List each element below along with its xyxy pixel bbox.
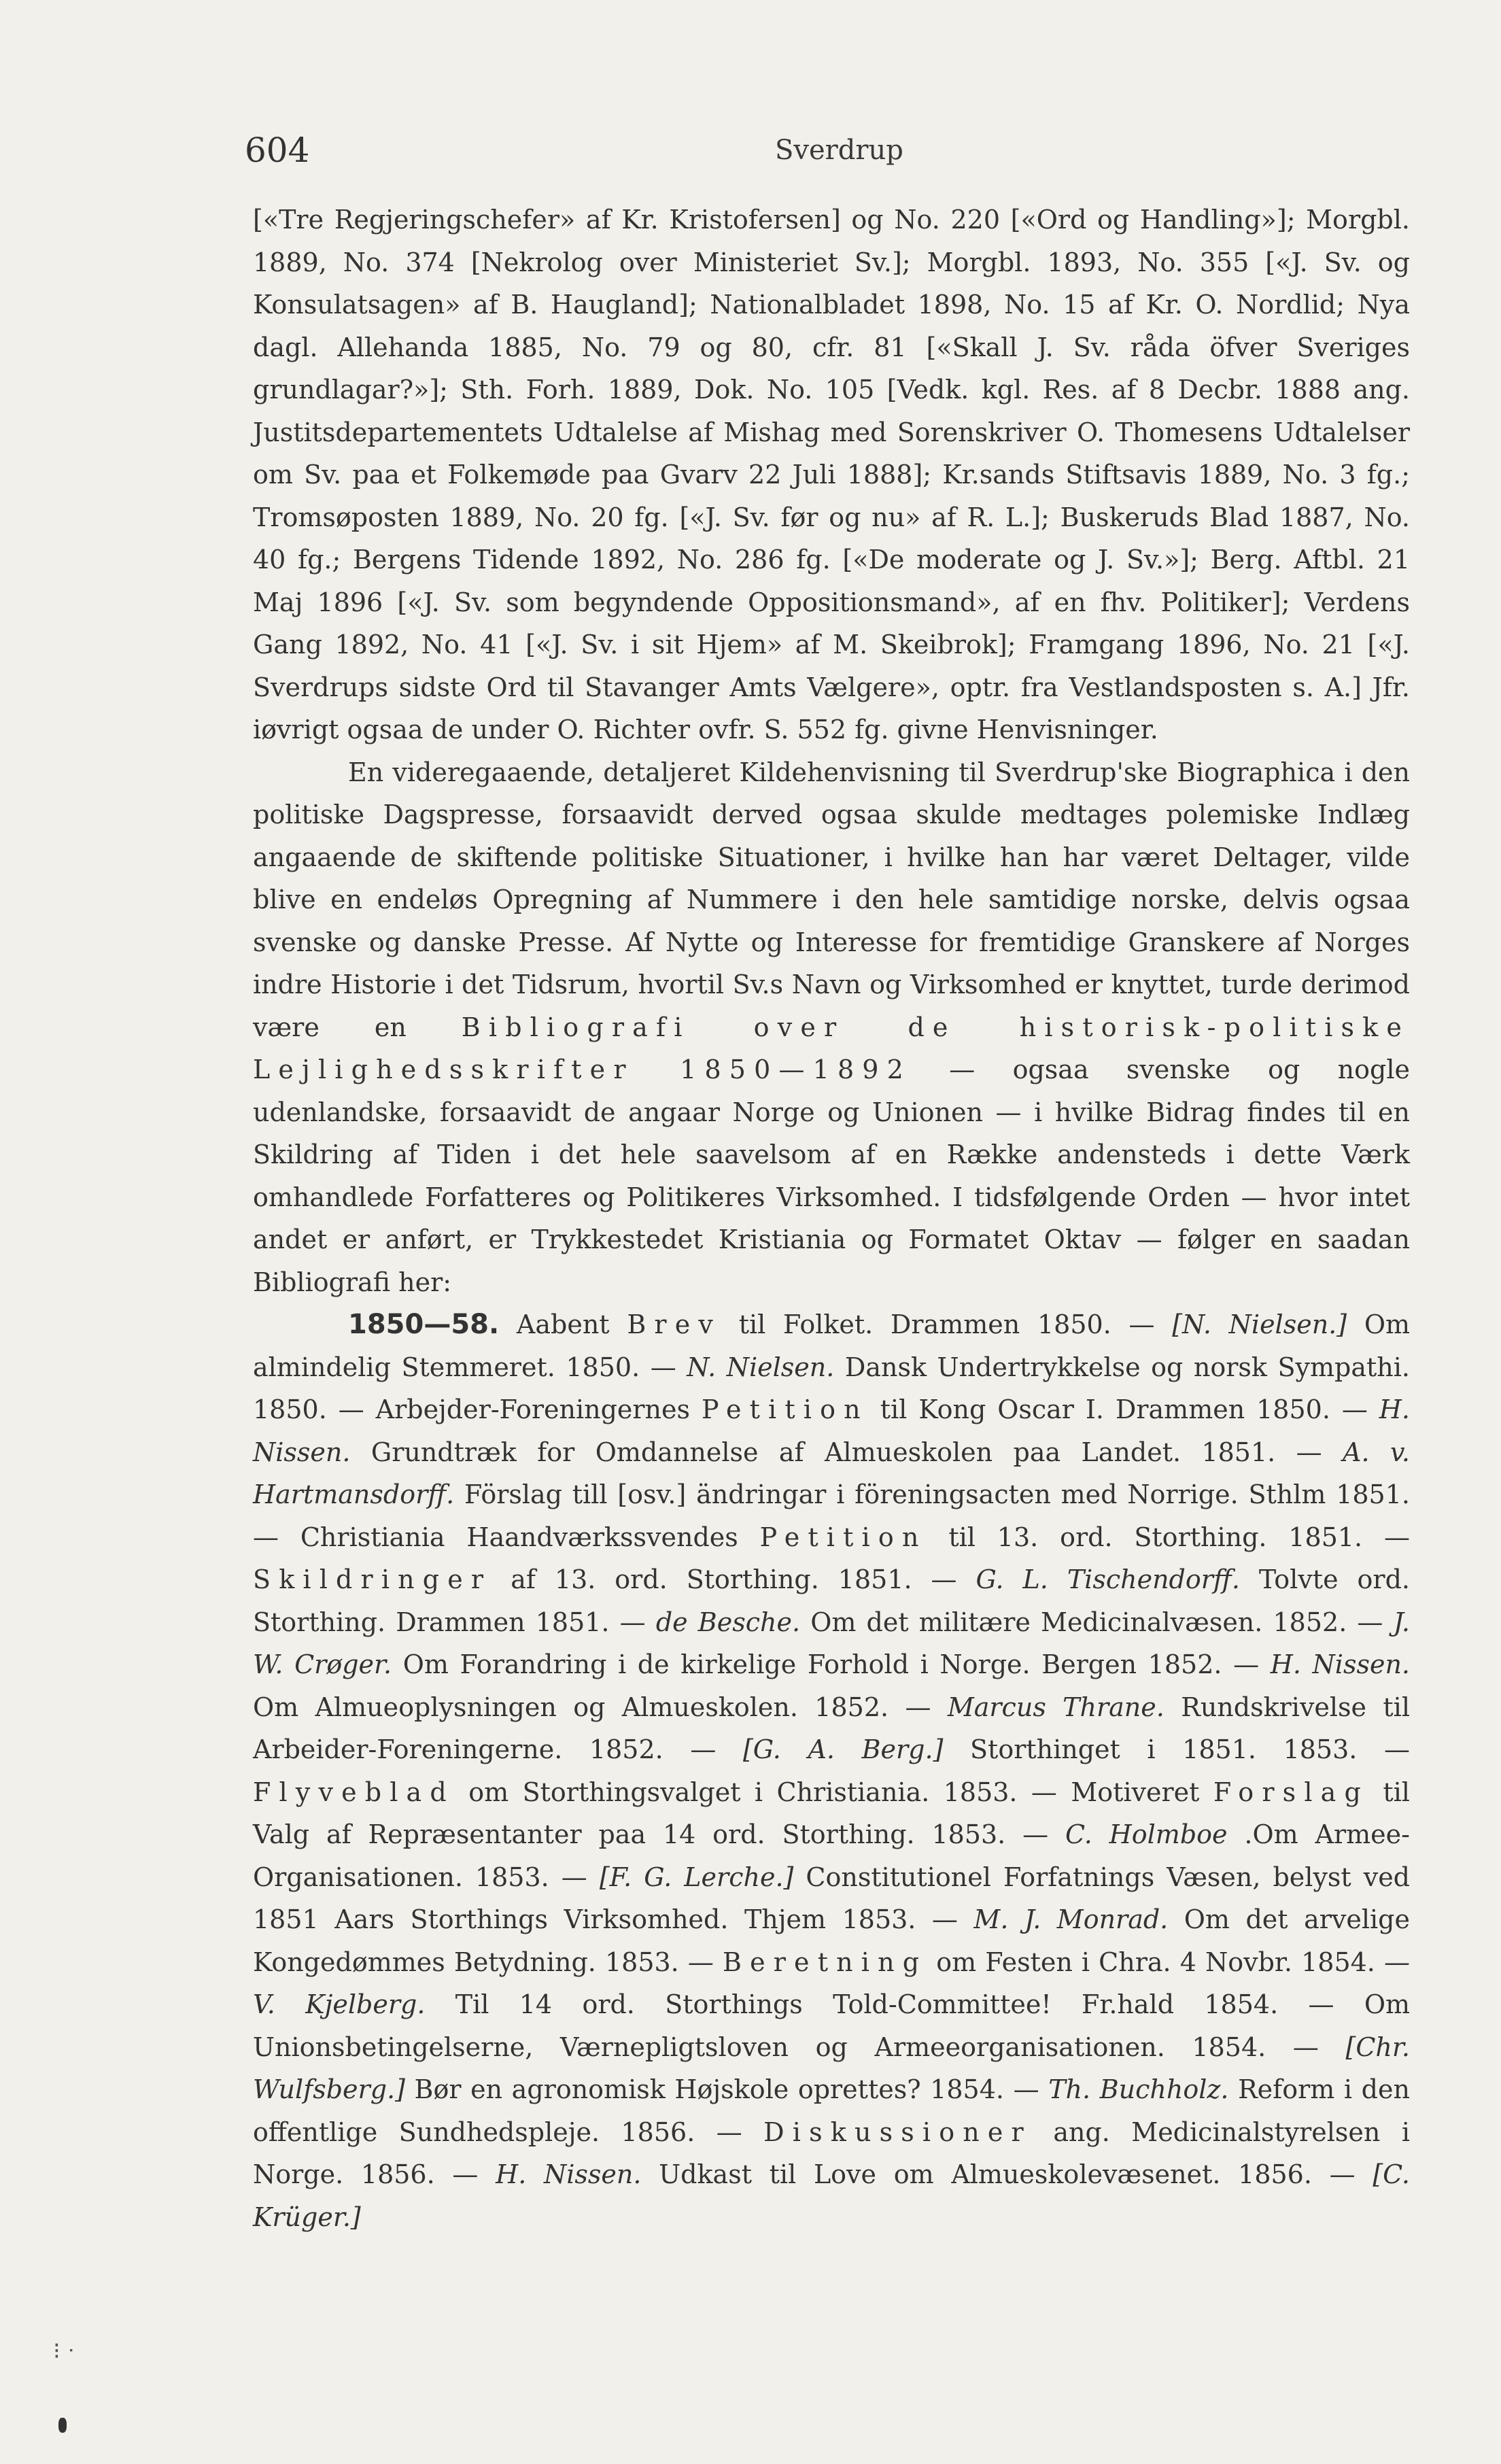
bib-segment: Reform i den offentlige Sundhedspleje. 1856. — [253, 2074, 1410, 2147]
bib-author: [F. G. Lerche.] [599, 1862, 794, 1892]
bib-segment: af 13. ord. Storthing. 1851. — [511, 1564, 957, 1594]
bib-segment: Storthinget i 1851. 1853. — [970, 1734, 1410, 1764]
bib-segment: Constitutionel Forfatnings Væsen, belyst ved 1851 Aars Storthings Virksomhed. Thjem 1853. — [253, 1862, 1411, 1934]
bib-author: [N. Nielsen.] [1172, 1310, 1347, 1339]
bib-author: J. W. Crøger. [253, 1607, 1410, 1679]
bib-segment: Grundtræk for Omdannelse af Almueskolen paa Landet. 1851. — [370, 1437, 1322, 1467]
bib-author: C. Holmboe [1065, 1819, 1228, 1849]
bib-author: N. Nielsen. [687, 1352, 835, 1382]
bib-author: H. Nissen. [1270, 1649, 1410, 1679]
bib-segment: til Kong Oscar I. Drammen 1850. — [880, 1394, 1368, 1424]
bib-author: M. J. Monrad. [973, 1904, 1169, 1934]
bib-segment: til 13. ord. Storthing. 1851. — [948, 1522, 1410, 1552]
bib-segment: Om Forandring i de kirkelige Forhold i Norge. Bergen 1852. — [402, 1649, 1260, 1679]
bib-segment-spaced: Brev [627, 1310, 721, 1339]
bib-segment: om Storthingsvalget i Christiania. 1853. — Motiveret [468, 1777, 1200, 1807]
bib-segment-spaced: Flyveblad [253, 1777, 455, 1807]
bib-segment: Om det militære Medicinalvæsen. 1852. — [810, 1607, 1383, 1637]
intro-text-c: — ogsaa svenske og nogle udenlandske, forsaavidt de angaar Norge og Unionen — i hvilke Bidrag findes til en Skildring af Tiden i det hele saavelsom af en Række andensteds i dette Værk omhandlede Forfatteres og Politikeres Virksomhed. I tidsfølgende Orden — hvor intet andet er anført, er Trykkestedet Kristiania og Formatet Oktav — følger en saadan Bibliografi her: [253, 1055, 1410, 1297]
bib-author: H. Nissen. [253, 1394, 1410, 1467]
intro-spaced-title: Bibliografi over de historisk-politiske Lejlighedsskrifter 1850—1892 [253, 1012, 1410, 1084]
intro-paragraph [253, 751, 1410, 1304]
bib-segment: Om Almueoplysningen og Almueskolen. 1852. — [253, 1692, 931, 1722]
running-head: Sverdrup [775, 135, 903, 166]
bib-author: de Besche. [655, 1607, 801, 1637]
bib-author: V. Kjelberg. [253, 1989, 426, 2019]
bib-segment: Udkast til Love om Almueskolevæsenet. 1856. — [659, 2159, 1356, 2189]
bib-segment-spaced: Forslag [1213, 1777, 1369, 1807]
bib-author: Th. Buchholz. [1048, 2074, 1229, 2104]
year-heading: 1850—58. [348, 1309, 500, 1340]
bib-segment: til Folket. Drammen 1850. — [738, 1310, 1155, 1339]
bib-segment: Bør en agronomisk Højskole oprettes? 1854. — [414, 2074, 1039, 2104]
bib-segment-spaced: Petition [701, 1394, 869, 1424]
bib-segment: Rundskrivelse til Arbeider-Foreningerne. 1852. — [253, 1692, 1410, 1764]
bib-segment: ang. Medicinalstyrelsen i Norge. 1856. — [253, 2117, 1410, 2189]
bib-author: H. Nissen. [496, 2159, 642, 2189]
bib-segment: Dansk Undertrykkelse og norsk Sympathi. 1850. — Arbejder-Foreningernes [253, 1352, 1410, 1424]
bib-segment: .Om Armee-Organisationen. 1853. — [253, 1819, 1410, 1892]
bib-segment: Aabent [516, 1310, 610, 1339]
bib-author: G. L. Tischendorff. [976, 1564, 1240, 1594]
page-number: 604 [245, 131, 310, 170]
bib-segment: til Valg af Repræsentanter paa 14 ord. Storthing. 1853. — [253, 1777, 1410, 1849]
bib-segment: om Festen i Chra. 4 Novbr. 1854. — [936, 1947, 1410, 1977]
bib-author: [G. A. Berg.] [742, 1734, 944, 1764]
bib-segment: Förslag till [osv.] ändringar i föreningsacten med Norrige. Sthlm 1851. — Christiania Haandværkssvendes [253, 1479, 1410, 1552]
bib-author: [C. Krüger.] [253, 2159, 1410, 2232]
intro-text-a: En videregaaende, detaljeret Kildehenvisning til Sverdrup'ske Biographica i den politiske Dagspresse, forsaavidt derved ogsaa skulde medtages polemiske Indlæg angaaende de skiftende politiske Situationer, i hvilke han har været Deltager, vilde blive en endeløs Opregning af Nummere i den hele samtidige norske, delvis ogsaa svenske og danske Presse. Af Nytte og Interesse for fremtidige Granskere af Norges indre Historie i det Tidsrum, hvortil Sv.s Navn og Virksomhed er knyttet, turde derimod være en [253, 757, 1410, 1042]
bib-author: [Chr. Wulfsberg.] [253, 2032, 1410, 2104]
bib-segment-spaced: Petition [759, 1522, 927, 1552]
bib-author: A. v. Hartmansdorff. [253, 1437, 1410, 1509]
bib-segment: Om det arvelige Kongedømmes Betydning. 1853. — [253, 1904, 1410, 1977]
page-body [253, 199, 1410, 2238]
bibliography-paragraph [253, 1303, 1410, 2238]
bib-segment: Om almindelig Stemmeret. 1850. — [253, 1310, 1410, 1382]
bib-segment: Til 14 ord. Storthings Told-Committee! Fr.hald 1854. — Om Unionsbetingelserne, Værnepligtsloven og Armeeorganisationen. 1854. — [253, 1989, 1411, 2062]
ink-blot [58, 2418, 67, 2433]
bib-segment: Tolvte ord. Storthing. Drammen 1851. — [253, 1564, 1410, 1637]
bib-author: Marcus Thrane. [947, 1692, 1164, 1722]
bib-segment-spaced: Diskussioner [763, 2117, 1032, 2147]
bib-segment-spaced: Skildringer [253, 1564, 492, 1594]
references-paragraph: [«Tre Regjeringschefer» af Kr. Kristofersen] og No. 220 [«Ord og Handling»]; Morgbl. 1889, No. 374 [Nekrolog over Ministeriet Sv.]; Morgbl. 1893, No. 355 [«J. Sv. og Konsulatsagen» af B. Haugland]; Nationalbladet 1898, No. 15 af Kr. O. Nordlid; Nya dagl. Allehanda 1885, No. 79 og 80, cfr. 81 [«Skall J. Sv. råda öfver Sveriges grundlagar?»]; Sth. Forh. 1889, Dok. No. 105 [Vedk. kgl. Res. af 8 Decbr. 1888 ang. Justitsdepartementets Udtalelse af Mishag med Sorenskriver O. Thomesens Udtalelser om Sv. paa et Folkemøde paa Gvarv 22 Juli 1888]; Kr.sands Stiftsavis 1889, No. 3 fg.; Tromsøposten 1889, No. 20 fg. [«J. Sv. før og nu» af R. L.]; Buskeruds Blad 1887, No. 40 fg.; Bergens Tidende 1892, No. 286 fg. [«De moderate og J. Sv.»]; Berg. Aftbl. 21 Maj 1896 [«J. Sv. som begyndende Oppositionsmand», af en fhv. Politiker]; Verdens Gang 1892, No. 41 [«J. Sv. i sit Hjem» af M. Skeibrok]; Framgang 1896, No. 21 [«J. Sverdrups sidste Ord til Stavanger Amts Vælgere», optr. fra Vestlandsposten s. A.] Jfr. iøvrigt ogsaa de under O. Richter ovfr. S. 552 fg. givne Henvisninger. [253, 205, 1410, 745]
margin-marks: ⁝ ᐧ [53, 2338, 74, 2365]
bib-segment-spaced: Beretning [722, 1947, 928, 1977]
